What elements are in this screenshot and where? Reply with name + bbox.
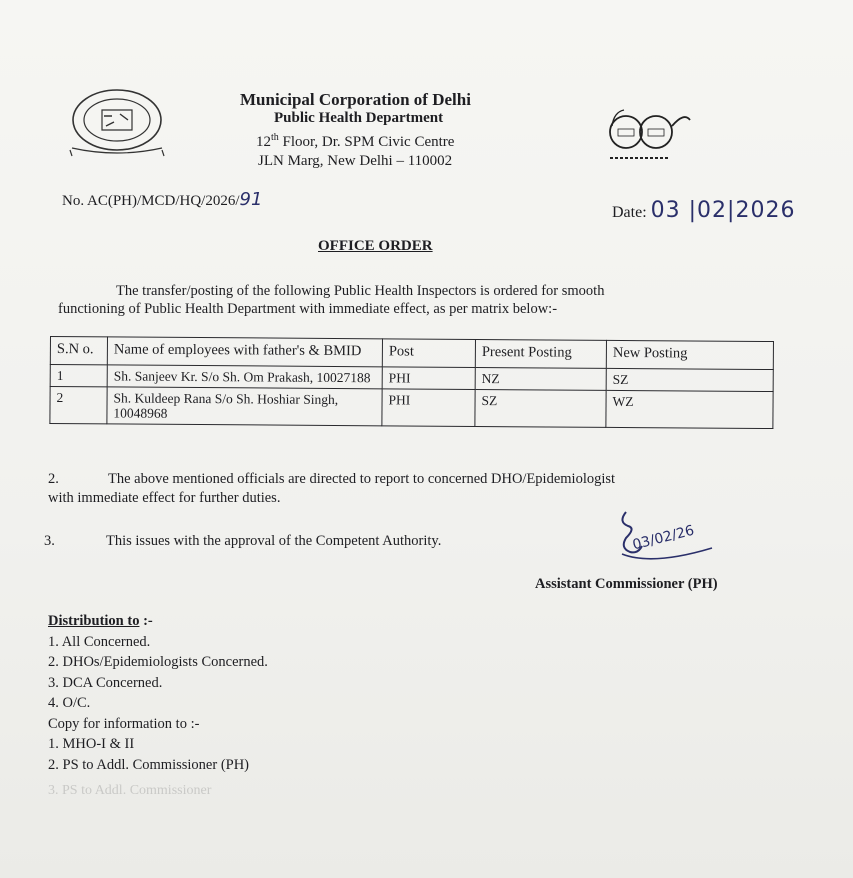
org-name: Municipal Corporation of Delhi <box>240 90 471 109</box>
mcd-seal-logo <box>62 84 172 164</box>
cell-new-posting: SZ <box>606 368 773 391</box>
letterhead <box>240 90 560 171</box>
paragraph-2: 2. The above mentioned officials are directed to report to concerned DHO/Epidemiologist with immediate effect for further duties. <box>48 471 616 506</box>
list-item: 2. PS to Addl. Commissioner (PH) <box>48 756 250 773</box>
swachh-bharat-logo <box>604 100 694 170</box>
list-item: 3. DCA Concerned. <box>48 674 163 691</box>
handwritten-ref: 91 <box>239 189 263 210</box>
cell-present-posting: SZ <box>475 389 606 427</box>
distribution-list <box>48 611 268 775</box>
cell-name: Sh. Kuldeep Rana S/o Sh. Hoshiar Singh, 10048968 <box>107 387 382 426</box>
signature-date: 03/02/26 <box>630 522 696 554</box>
copy-heading: Copy for information to :- <box>48 715 200 732</box>
address-line-1: 12th Floor, Dr. SPM Civic Centre <box>256 132 455 150</box>
header-post: Post <box>382 339 475 368</box>
list-item: 1. All Concerned. <box>48 633 151 650</box>
cell-present-posting: NZ <box>475 367 606 390</box>
table-row <box>50 387 773 429</box>
cell-name: Sh. Sanjeev Kr. S/o Sh. Om Prakash, 10027188 <box>107 365 382 389</box>
reference-number: No. AC(PH)/MCD/HQ/2026/91 <box>62 189 263 210</box>
header-present-posting: Present Posting <box>475 339 606 368</box>
header-new-posting: New Posting <box>606 340 773 369</box>
cell-post: PHI <box>382 389 475 427</box>
header-name: Name of employees with father's & BMID <box>107 337 382 367</box>
cell-sno: 1 <box>50 365 107 387</box>
dept-name: Public Health Department <box>274 110 444 126</box>
paragraph-3: 3. This issues with the approval of the Competent Authority. <box>44 533 442 549</box>
list-item: 2. DHOs/Epidemiologists Concerned. <box>48 654 268 670</box>
header-sno: S.N o. <box>50 337 107 365</box>
bleed-through-text: 3. PS to Addl. Commissioner <box>48 783 212 798</box>
order-date: Date: 03 |02|2026 <box>612 198 796 223</box>
document-title: OFFICE ORDER <box>318 238 433 254</box>
list-item: 4. O/C. <box>48 695 91 711</box>
cell-new-posting: WZ <box>606 390 773 428</box>
list-item: 1. MHO-I & II <box>48 736 135 752</box>
transfer-matrix-table <box>49 336 774 429</box>
distribution-heading: Distribution to :- <box>48 613 153 629</box>
intro-paragraph: The transfer/posting of the following Public Health Inspectors is ordered for smooth functioning of Public Health Department with immediate effect, as per matrix below:- <box>58 283 605 317</box>
address-line-2: JLN Marg, New Delhi – 110002 <box>258 153 453 169</box>
signatory-designation: Assistant Commissioner (PH) <box>535 576 718 592</box>
cell-post: PHI <box>382 367 475 390</box>
cell-sno: 2 <box>50 387 107 424</box>
handwritten-date: 03 |02|2026 <box>650 198 796 223</box>
